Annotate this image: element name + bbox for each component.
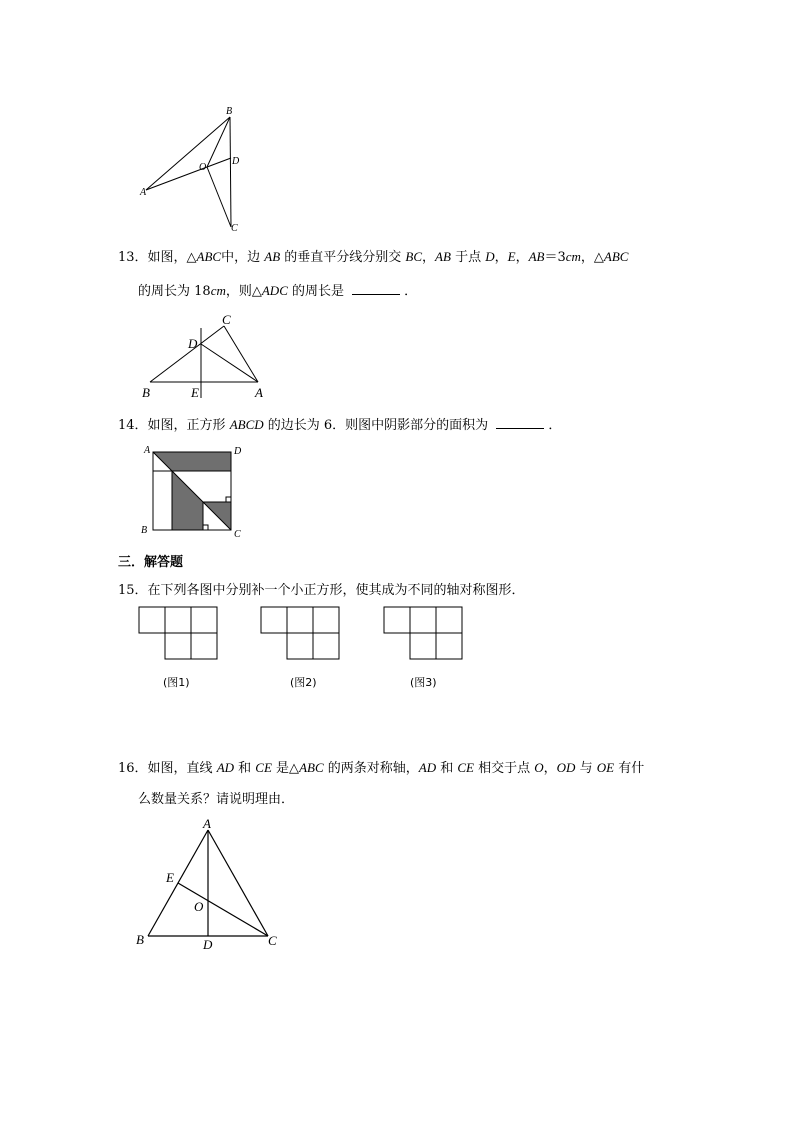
section-heading: 三．解答题 bbox=[118, 555, 184, 570]
label-d: D bbox=[232, 156, 240, 167]
figure-q12 bbox=[130, 100, 260, 240]
label-d: D bbox=[203, 937, 213, 952]
label-a: A bbox=[140, 187, 147, 198]
answer-blank-13[interactable] bbox=[352, 282, 400, 295]
question-13-line1: 13．如图，△ABC中，边 AB 的垂直平分线分别交 BC，AB 于点 D，E，AB＝3cm，△ABC bbox=[118, 249, 629, 265]
question-15: 15．在下列各图中分别补一个小正方形，使其成为不同的轴对称图形． bbox=[118, 583, 525, 598]
figure-q13 bbox=[136, 308, 276, 404]
label-c: C bbox=[231, 223, 238, 234]
caption-fig3: (图3) bbox=[410, 676, 437, 689]
grid-figure-3 bbox=[381, 604, 467, 664]
label-b: B bbox=[226, 106, 233, 117]
label-b: B bbox=[136, 932, 144, 947]
label-c: C bbox=[268, 933, 277, 948]
question-16-line2: 么数量关系？请说明理由． bbox=[138, 792, 295, 807]
label-e: E bbox=[166, 870, 174, 885]
grid-figure-2 bbox=[258, 604, 344, 664]
label-a: A bbox=[255, 385, 263, 400]
question-13-line2: 的周长为 18cm，则△ADC 的周长是 ． bbox=[138, 283, 418, 299]
caption-fig2: (图2) bbox=[290, 676, 317, 689]
caption-fig1: (图1) bbox=[163, 676, 190, 689]
label-o: O bbox=[194, 899, 204, 914]
label-o: O bbox=[199, 162, 207, 173]
answer-blank-14[interactable] bbox=[496, 416, 544, 429]
figure-q16 bbox=[130, 812, 290, 956]
label-c: C bbox=[222, 312, 231, 327]
label-b: B bbox=[141, 525, 148, 536]
label-d: D bbox=[234, 446, 242, 457]
label-a: A bbox=[144, 445, 151, 456]
question-16-line1: 16．如图，直线 AD 和 CE 是△ABC 的两条对称轴，AD 和 CE 相交于点 O，OD 与 OE 有什 bbox=[118, 760, 645, 776]
label-b: B bbox=[142, 385, 150, 400]
question-14: 14．如图，正方形 ABCD 的边长为 6．则图中阴影部分的面积为 ． bbox=[118, 417, 562, 433]
figure-q14 bbox=[138, 442, 250, 542]
label-d: D bbox=[188, 336, 198, 351]
label-e: E bbox=[191, 385, 199, 400]
label-c: C bbox=[234, 529, 241, 540]
label-a: A bbox=[203, 816, 211, 831]
grid-figure-1 bbox=[136, 604, 222, 664]
